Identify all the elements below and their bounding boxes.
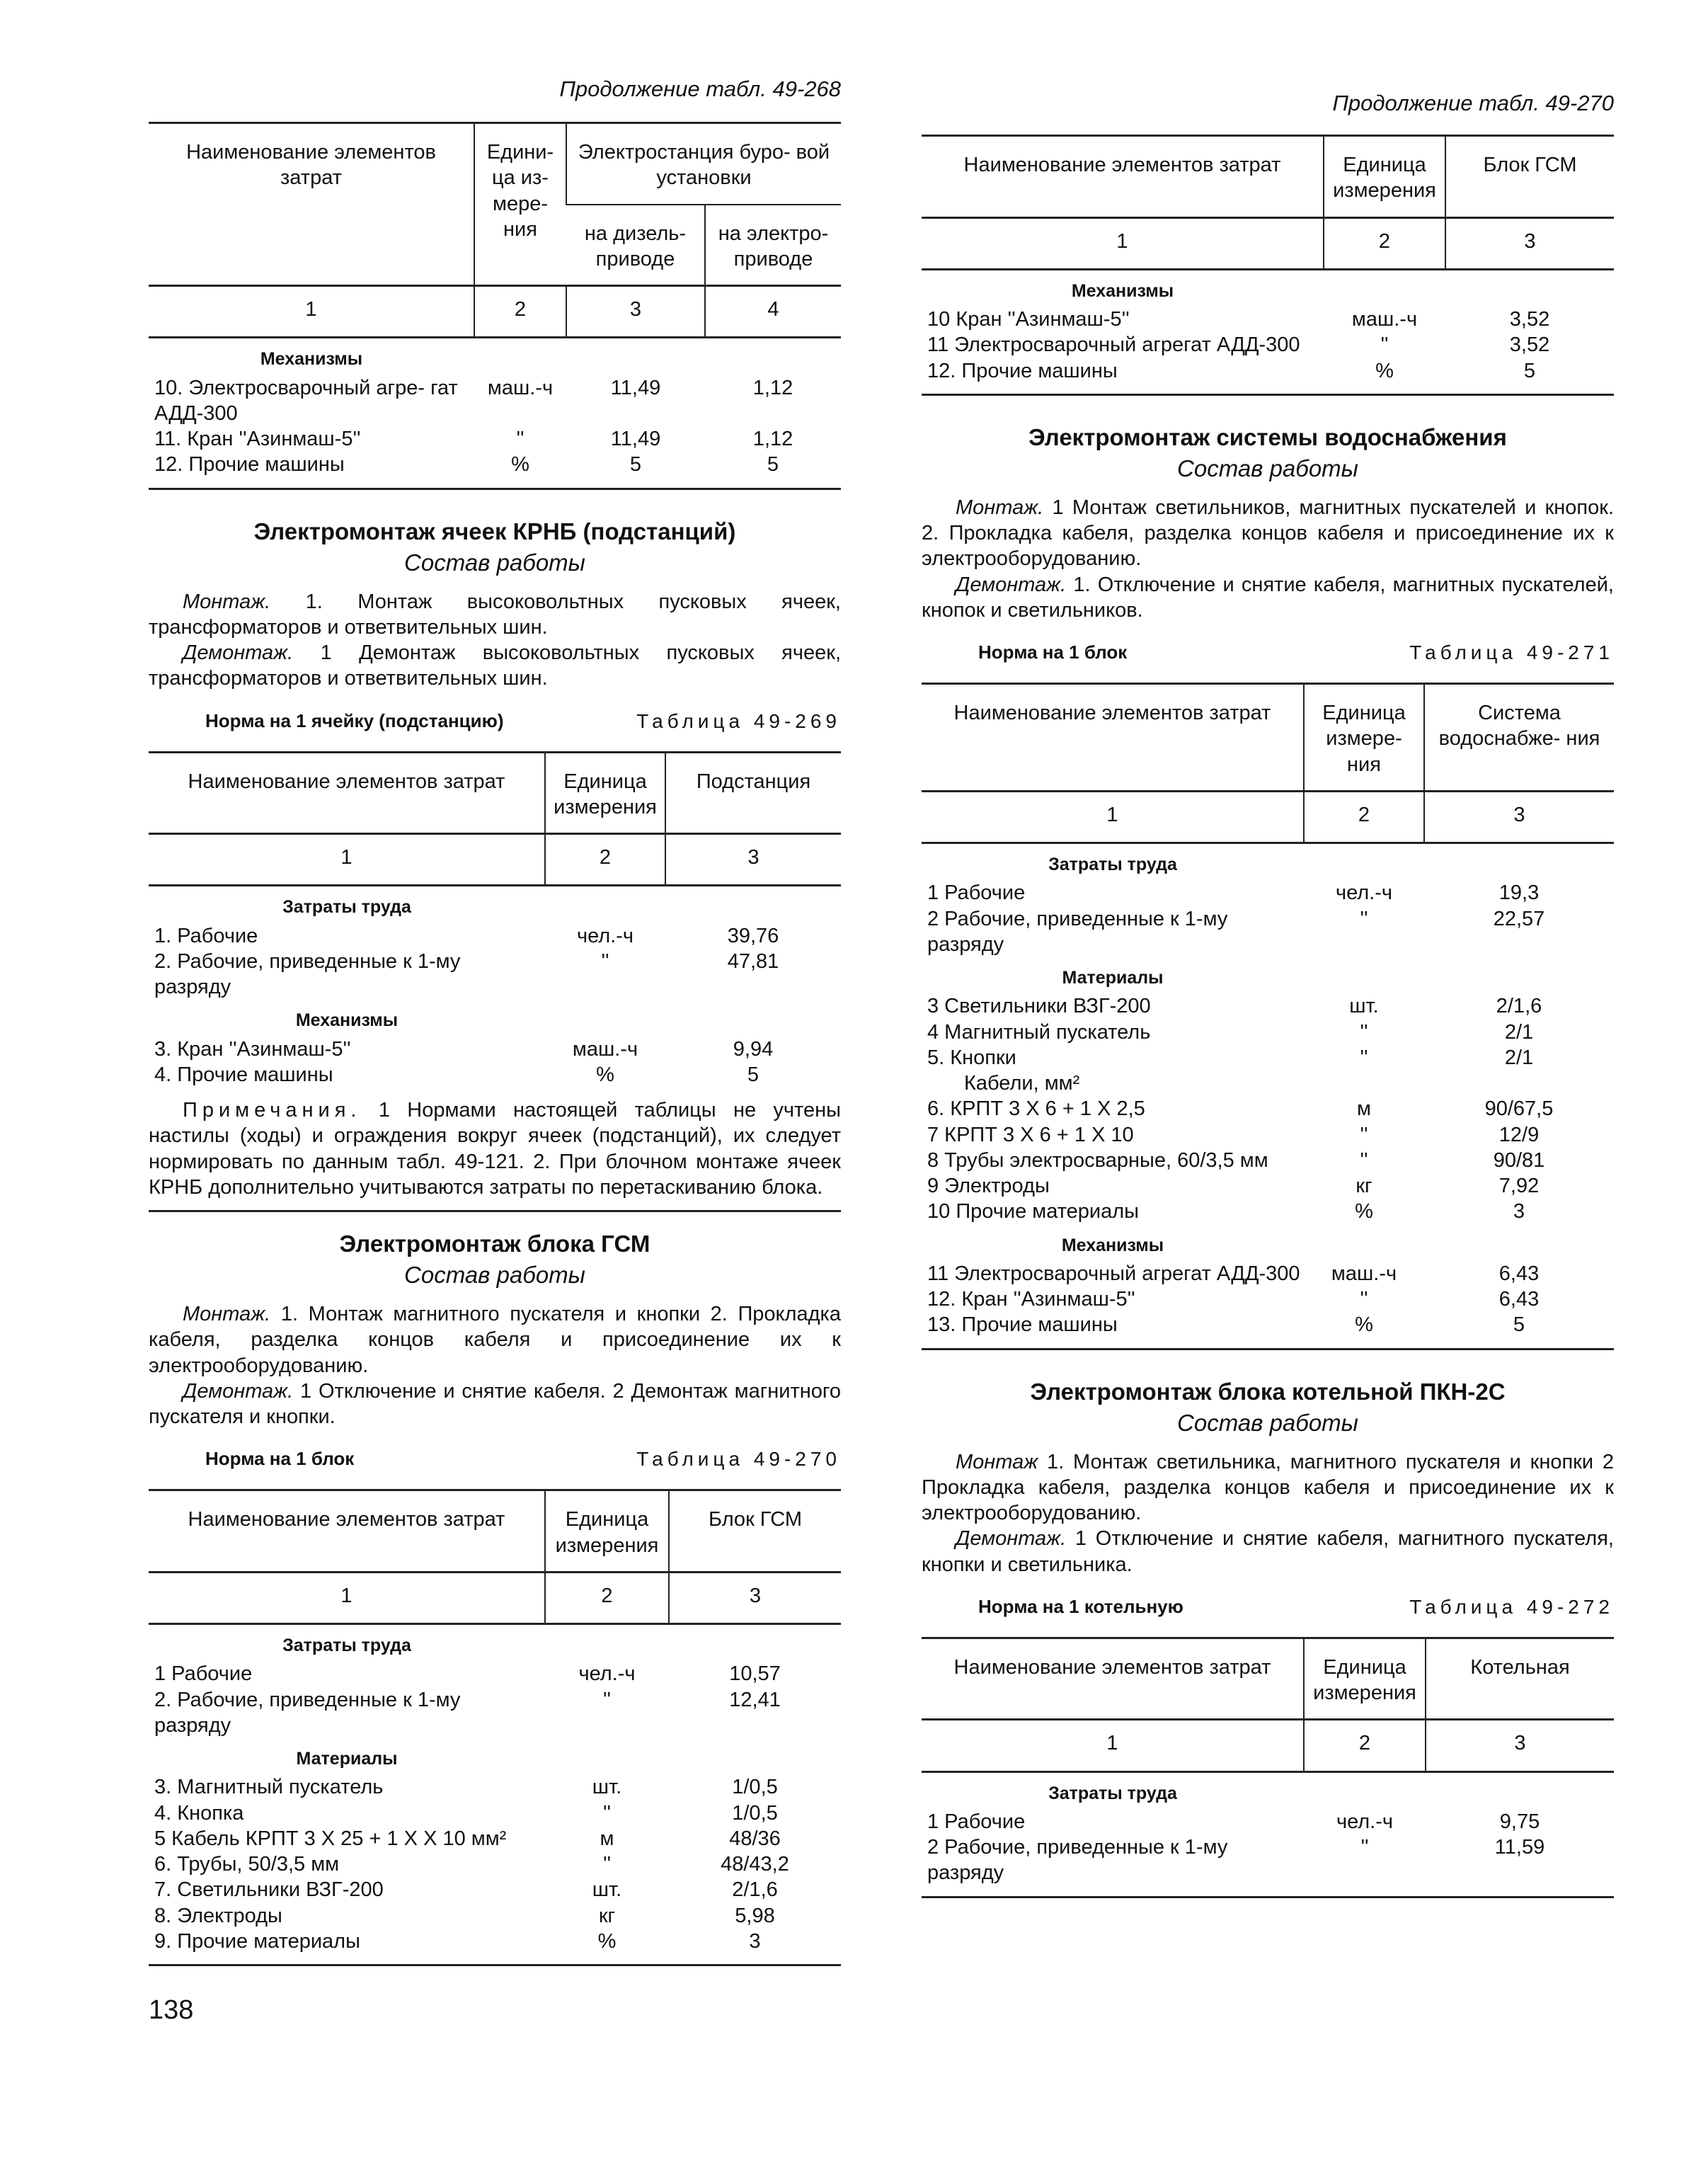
table-row: 6. КРПТ 3 X 6 + 1 X 2,5 м 90/67,5 (927, 1097, 1554, 1121)
paragraph-dismount: Демонтаж. 1 Отключение и снятие кабеля. 2 Демонтаж магнитного пускателя и кнопки. (149, 1379, 841, 1428)
table-row: 9. Прочие материалы % 3 (149, 1929, 841, 1965)
section-mechanisms: Механизмы (260, 349, 363, 370)
table-label-272: Таблица 49-272 (1409, 1595, 1614, 1618)
table-49-272: Наименование элементов затрат Единица измерения Котельная 1 2 3 Затраты труда 1 Рабочие чел.-ч 9,75 2 Рабочие, приведенные к 1-му разряду '' 11,59 (922, 1637, 1614, 1898)
table-row: 1 Рабочие чел.-ч 19,3 (927, 881, 1540, 905)
norm-line-269: Норма на 1 ячейку (подстанцию) Таблица 49-269 (205, 709, 841, 732)
norm-line-271: Норма на 1 блок Таблица 49-271 (978, 641, 1614, 663)
table-row: 2. Рабочие, приведенные к 1-му разряду '' 47,81 (154, 949, 779, 998)
table-row: 11 Электросварочный агрегат АДД-300 маш.-ч 6,43 (927, 1262, 1540, 1285)
table-49-270: Наименование элементов затрат Единица измерения Блок ГСМ 1 2 3 Затраты труда 1 Рабочие чел.-ч 10,57 2. Рабочие, приведенные к 1-му разряду '' 12,41 Материалы 3. Магнитный пускатель шт. 1/0,5 4. Кнопка '' 1/0,5 5 Кабель КРПТ 3 X 25 + 1 X X 10 мм² м 48/36 6. Трубы, 50/3,5 мм '' 48/43,2 7. Светильники ВЗГ-200 шт. 2/1,6 8. Электроды кг 5,98 9. Прочие материалы % 3 (149, 1489, 841, 1966)
table-row: 4. Кнопка '' 1/0,5 (154, 1801, 778, 1825)
section-title-boiler: Электромонтаж блока котельной ПКН-2С (1030, 1378, 1506, 1405)
table-row: 10 Прочие материалы % 3 (927, 1200, 1525, 1223)
table-row: 1 Рабочие чел.-ч 9,75 (927, 1810, 1540, 1833)
col-num-3: 3 (566, 286, 705, 338)
norm-line-270: Норма на 1 блок Таблица 49-270 (205, 1448, 841, 1471)
table-row: 12. Кран ''Азинмаш-5'' '' 6,43 (927, 1288, 1540, 1311)
section-labor: Затраты труда (1048, 855, 1177, 874)
section-materials: Материалы (1062, 968, 1164, 988)
col-header-diesel: на дизель- приводе (566, 205, 705, 286)
table-row: 4. Прочие машины % 5 (154, 1063, 760, 1086)
table-49-270-continued: Наименование элементов затрат Единица измерения Блок ГСМ 1 2 3 Механизмы 10 Кран ''Азинмаш-5'' маш.-ч 3,52 11 Электросварочный агрегат АДД-300 '' 3,52 12. Прочие машины % 5 (922, 135, 1614, 396)
table-row: Кабели, мм² (964, 1072, 1080, 1095)
section-subtitle-boiler: Состав работы (1177, 1409, 1358, 1436)
table-49-268 (149, 122, 841, 490)
paragraph-dismount: Демонтаж. 1 Отключение и снятие кабеля, магнитного пускателя, кнопки и светильника. (922, 1527, 1614, 1576)
table-row: 12. Прочие машины % 5 (922, 358, 1614, 395)
col-header-unit: Едини- ца из- мере- ния (474, 123, 566, 286)
table-row: 2 Рабочие, приведенные к 1-му разряду '' 11,59 (922, 1834, 1614, 1897)
col-num-4: 4 (705, 286, 841, 338)
col-header-name: Наименование элементов затрат (149, 123, 474, 286)
col-num-1: 1 (149, 286, 474, 338)
paragraph-mount: Монтаж. 1. Монтаж высоковольтных пусковых ячеек, трансформаторов и ответвительных шин. (149, 590, 841, 639)
table-row: 9 Электроды кг 7,92 (927, 1175, 1540, 1197)
section-mechanisms: Механизмы (1071, 280, 1174, 301)
right-column (922, 0, 1614, 1898)
table-row: 10. Электросварочный агре- гат АДД-300 маш.-ч 11,49 1,12 (154, 376, 793, 425)
section-mechanisms: Механизмы (1061, 1235, 1164, 1255)
section-subtitle-krnb: Состав работы (404, 549, 585, 576)
left-column (149, 0, 841, 1966)
table-49-269: Наименование элементов затрат Единица измерения Подстанция 1 2 3 Затраты труда 1. Рабочие чел.-ч 39,76 2. Рабочие, приведенные к 1-му разряду '' 47,81 Механизмы 3. Кран ''Азинмаш-5'' маш.-ч 9,94 4. Прочие машины % 5 (149, 751, 841, 1088)
table-row: 3. Магнитный пускатель шт. 1/0,5 (154, 1776, 778, 1799)
table-note: Примечания. 1 Нормами настоящей таблицы не учтены настилы (ходы) и ограждения вокруг ячеек (подстанций), их следует нормировать по данным табл. 49-121. 2. При блочном монтаже ячеек КРНБ дополнительно учитываются затраты по перетаскиванию блока. (149, 1099, 841, 1199)
table-row: 2 Рабочие, приведенные к 1-му разряду '' 22,57 (927, 907, 1545, 956)
table-row: 11 Электросварочный агрегат АДД-300 '' 3,52 (927, 333, 1550, 357)
section-labor: Затраты труда (282, 1636, 411, 1655)
table-label-271: Таблица 49-271 (1409, 641, 1614, 663)
table-row: 3 Светильники ВЗГ-200 шт. 2/1,6 (927, 995, 1542, 1018)
paragraph-dismount: Демонтаж. 1 Демонтаж высоковольтных пусковых ячеек, трансформаторов и ответвительных шин. (149, 641, 841, 690)
table-row: 5 Кабель КРПТ 3 X 25 + 1 X X 10 мм² м 48/36 (154, 1827, 781, 1850)
col-header-station: Электростанция буро- вой установки (566, 123, 841, 205)
table-row: 13. Прочие машины % 5 (922, 1312, 1614, 1349)
paragraph-dismount: Демонтаж. 1. Отключение и снятие кабеля, магнитных пускателей, кнопок и светильников. (922, 573, 1614, 622)
table-row: 2. Рабочие, приведенные к 1-му разряду '' 12,41 (154, 1688, 781, 1737)
table-row: 6. Трубы, 50/3,5 мм '' 48/43,2 (154, 1853, 789, 1876)
section-mechanisms: Механизмы (295, 1010, 399, 1031)
continuation-270: Продолжение табл. 49-270 (1332, 91, 1614, 115)
section-labor: Затраты труда (282, 897, 411, 918)
section-title-gsm: Электромонтаж блока ГСМ (339, 1231, 650, 1257)
table-row: 8 Трубы электросварные, 60/3,5 мм '' 90/81 (927, 1148, 1545, 1172)
table-row: 11. Кран ''Азинмаш-5'' '' 11,49 1,12 (154, 428, 793, 450)
continuation-268: Продолжение табл. 49-268 (559, 76, 841, 101)
section-subtitle-water: Состав работы (1177, 455, 1358, 481)
section-title-water: Электромонтаж системы водоснабжения (1028, 423, 1507, 450)
table-row: 12. Прочие машины % 5 5 (149, 452, 841, 489)
col-num-2: 2 (474, 286, 566, 338)
table-label-270: Таблица 49-270 (636, 1448, 841, 1471)
table-row: 4 Магнитный пускатель '' 2/1 (927, 1020, 1534, 1044)
paragraph-mount: Монтаж. 1 Монтаж светильников, магнитных пускателей и кнопок. 2. Прокладка кабеля, разделка концов кабеля и присоединение их к электрооборудованию. (922, 496, 1614, 571)
section-subtitle-gsm: Состав работы (404, 1262, 585, 1288)
table-row: 8. Электроды кг 5,98 (154, 1904, 775, 1927)
section-labor: Затраты труда (1048, 1783, 1177, 1803)
table-49-271: Наименование элементов затрат Единица измере- ния Система водоснабже- ния 1 2 3 Затраты труда 1 Рабочие чел.-ч 19,3 2 Рабочие, приведенные к 1-му разряду '' 22,57 Материалы 3 Светильники ВЗГ-200 шт. 2/1,6 4 Магнитный пускатель '' 2/1 5. Кнопки '' 2/1 Кабели, мм² 6. КРПТ 3 X 6 + 1 X 2,5 м 90/67,5 7 КРПТ 3 X 6 + 1 X 10 '' 12/9 8 Трубы электросварные, 60/3,5 мм '' 90/81 9 Электроды кг 7,92 10 Прочие материалы % 3 Механизмы 11 Электросварочный агрегат АДД-300 маш.-ч 6,43 12. Кран ''Азинмаш-5'' '' 6,43 13. Прочие машины % 5 (922, 683, 1614, 1350)
paragraph-mount: Монтаж. 1. Монтаж магнитного пускателя и кнопки 2. Прокладка кабеля, разделка концов кабеля и присоединение их к электрооборудованию. (149, 1303, 841, 1377)
page-number: 138 (149, 1995, 194, 2025)
table-row: 7 КРПТ 3 X 6 + 1 X 10 '' 12/9 (927, 1123, 1540, 1146)
col-header-electric: на электро- приводе (705, 205, 841, 286)
table-label-269: Таблица 49-269 (636, 709, 841, 732)
table-row: 3. Кран ''Азинмаш-5'' маш.-ч 9,94 (154, 1037, 774, 1061)
table-row: 7. Светильники ВЗГ-200 шт. 2/1,6 (154, 1878, 778, 1902)
table-row: 1 Рабочие чел.-ч 10,57 (154, 1662, 781, 1686)
table-row: 10 Кран ''Азинмаш-5'' маш.-ч 3,52 (927, 308, 1550, 331)
table-row: 1. Рабочие чел.-ч 39,76 (154, 924, 779, 947)
table-row: 5. Кнопки '' 2/1 (927, 1046, 1534, 1069)
section-materials: Материалы (296, 1749, 398, 1769)
paragraph-mount: Монтаж 1. Монтаж светильника, магнитного пускателя и кнопки 2 Прокладка кабеля, разделка концов кабеля и присоединение их к электрооборудованию. (922, 1450, 1614, 1524)
divider (149, 1210, 841, 1212)
section-title-krnb: Электромонтаж ячеек КРНБ (подстанций) (253, 518, 736, 544)
norm-line-272: Норма на 1 котельную Таблица 49-272 (978, 1595, 1614, 1618)
